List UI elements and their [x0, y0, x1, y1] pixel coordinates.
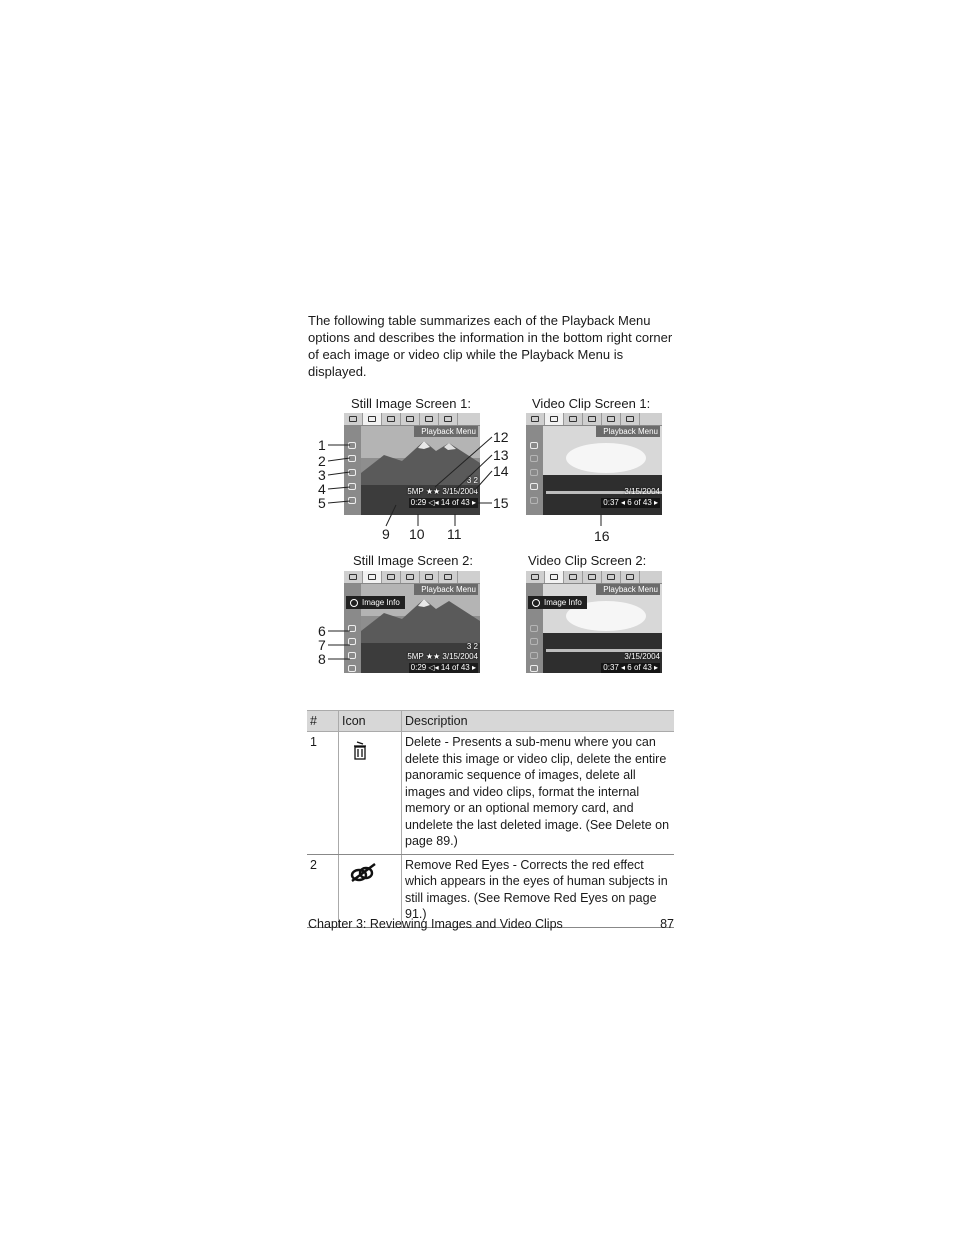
callout-6: 6: [318, 623, 326, 639]
callout-15: 15: [493, 495, 509, 511]
video-date: 3/15/2004: [624, 652, 660, 661]
share-tab-icon: [564, 571, 583, 583]
playback-tab-bar: [344, 571, 480, 584]
row-description: [402, 732, 675, 855]
video-duration-and-frame-counter: 0:37 ◂ 6 of 43 ▸: [603, 663, 658, 672]
stitch-icon: [348, 469, 356, 476]
share-print-counts: 3 2: [466, 476, 478, 485]
playback-menu-title: Playback Menu: [596, 584, 660, 595]
memory-tab-icon: [439, 571, 458, 583]
menu-sidebar: [526, 426, 543, 515]
callout-13: 13: [493, 447, 509, 463]
caption-video-clip-screen-1: Video Clip Screen 1:: [532, 396, 651, 411]
playback-tab-icon: [363, 413, 382, 425]
share-tab-icon: [382, 571, 401, 583]
callout-12: 12: [493, 429, 509, 445]
delete-icon: [530, 442, 538, 449]
audio-icon: [348, 625, 356, 632]
callout-1: 1: [318, 437, 326, 453]
setup-tab-icon: [583, 413, 602, 425]
help-tab-icon: [602, 571, 621, 583]
still-image-screen-2: [344, 571, 480, 673]
setup-tab-icon: [401, 413, 420, 425]
delete-trash-icon: [352, 740, 368, 762]
share-print-counts: 3 2: [466, 642, 478, 651]
setup-tab-icon: [583, 571, 602, 583]
help-tab-icon: [602, 413, 621, 425]
intro-paragraph: [308, 312, 676, 380]
callout-11: 11: [447, 526, 462, 542]
page-reference-tail: on page 91.): [405, 890, 657, 921]
memory-tab-icon: [621, 413, 640, 425]
help-tab-icon: [420, 571, 439, 583]
callout-14: 14: [493, 463, 509, 479]
playback-menu-title: Playback Menu: [414, 584, 478, 595]
help-tab-icon: [420, 413, 439, 425]
playback-tab-bar: [526, 413, 662, 426]
page-reference-tail: on page 89.): [405, 817, 670, 848]
camera-tab-icon: [344, 571, 363, 583]
view-panorama-icon: [530, 652, 538, 659]
duration-and-frame-counter: 0:29 ◁◂ 14 of 43 ▸: [410, 498, 476, 507]
setup-tab-icon: [401, 571, 420, 583]
option-description: - Presents a sub-menu where you can delete this image or video clip, delete the entire panoramic sequence of images, delete all images and video clips, format the internal memory or an optional memory card, and undelete the last deleted image. (See: [405, 735, 667, 832]
callout-5: 5: [318, 495, 326, 511]
playback-tab-icon: [363, 571, 382, 583]
playback-tab-bar: [344, 413, 480, 426]
exit-icon: [348, 665, 356, 672]
playback-menu-table: [307, 710, 674, 928]
audio-icon: [530, 625, 538, 632]
header-icon: Icon: [339, 711, 402, 732]
playback-menu-term: Playback Menu: [521, 347, 611, 362]
callout-10: 10: [409, 526, 425, 542]
page-number: 87: [660, 917, 674, 931]
option-name: Remove Red Eyes: [405, 857, 510, 872]
playback-menu-title: Playback Menu: [414, 426, 478, 437]
intro-text: options and describes the information in the bottom right corner of each image or video clip while the: [308, 330, 673, 362]
view-panorama-icon: [348, 652, 356, 659]
share-tab-icon: [564, 413, 583, 425]
callout-16: 16: [594, 528, 610, 544]
callout-7: 7: [318, 637, 326, 653]
playback-tab-icon: [545, 571, 564, 583]
callout-8: 8: [318, 651, 326, 667]
remove-red-eyes-icon: [348, 455, 356, 462]
page-reference: Delete: [615, 817, 652, 832]
image-info-icon: [530, 483, 538, 490]
table-row: [307, 732, 674, 855]
rotate-icon: [348, 638, 356, 645]
callout-2: 2: [318, 453, 326, 469]
image-info-menu-item: Image Info: [346, 596, 405, 609]
camera-tab-icon: [344, 413, 363, 425]
row-number: 2: [307, 854, 339, 927]
memory-tab-icon: [621, 571, 640, 583]
playback-tab-bar: [526, 571, 662, 584]
chapter-footer: Chapter 3: Reviewing Images and Video Clips: [308, 917, 563, 931]
callout-3: 3: [318, 467, 326, 483]
row-icon-cell: [339, 732, 402, 855]
option-name: Delete: [405, 735, 442, 749]
resolution-and-date: 5MP ★★ 3/15/2004: [407, 652, 478, 661]
remove-red-eyes-icon: [530, 455, 538, 462]
exit-icon: [530, 665, 538, 672]
caption-still-image-screen-1: Still Image Screen 1:: [351, 396, 471, 411]
video-clip-screen-1: [526, 413, 662, 515]
camera-tab-icon: [526, 571, 545, 583]
stitch-icon: [530, 469, 538, 476]
image-info-menu-item: Image Info: [528, 596, 587, 609]
caption-video-clip-screen-2: Video Clip Screen 2:: [528, 553, 647, 568]
playback-menu-title: Playback Menu: [596, 426, 660, 437]
image-info-icon: [348, 483, 356, 490]
memory-tab-icon: [439, 413, 458, 425]
audio-icon: [348, 497, 356, 504]
camera-tab-icon: [526, 413, 545, 425]
intro-text: is displayed.: [308, 347, 624, 379]
header-number: #: [307, 711, 339, 732]
menu-sidebar: [344, 426, 361, 515]
duration-and-frame-counter: 0:29 ◁◂ 14 of 43 ▸: [410, 663, 476, 672]
intro-text: The following table summarizes each of the: [308, 313, 562, 328]
rotate-icon: [530, 638, 538, 645]
page-reference: Remove Red Eyes: [503, 890, 608, 905]
remove-red-eyes-icon: [348, 861, 378, 883]
callout-9: 9: [382, 526, 390, 542]
resolution-and-date: 5MP ★★ 3/15/2004: [407, 487, 478, 496]
delete-icon: [348, 442, 356, 449]
video-clip-screen-2: [526, 571, 662, 673]
audio-icon: [530, 497, 538, 504]
header-description: Description: [402, 711, 675, 732]
option-description: - Corrects the red effect which appears in the eyes of human subjects in still images. (See: [405, 857, 668, 905]
caption-still-image-screen-2: Still Image Screen 2:: [353, 553, 473, 568]
table-header-row: [307, 711, 674, 732]
playback-menu-term: Playback Menu: [561, 313, 651, 328]
callout-4: 4: [318, 481, 326, 497]
video-date: 3/15/2004: [624, 487, 660, 496]
share-tab-icon: [382, 413, 401, 425]
playback-tab-icon: [545, 413, 564, 425]
video-duration-and-frame-counter: 0:37 ◂ 6 of 43 ▸: [603, 498, 658, 507]
row-number: 1: [307, 732, 339, 855]
still-image-screen-1: [344, 413, 480, 515]
